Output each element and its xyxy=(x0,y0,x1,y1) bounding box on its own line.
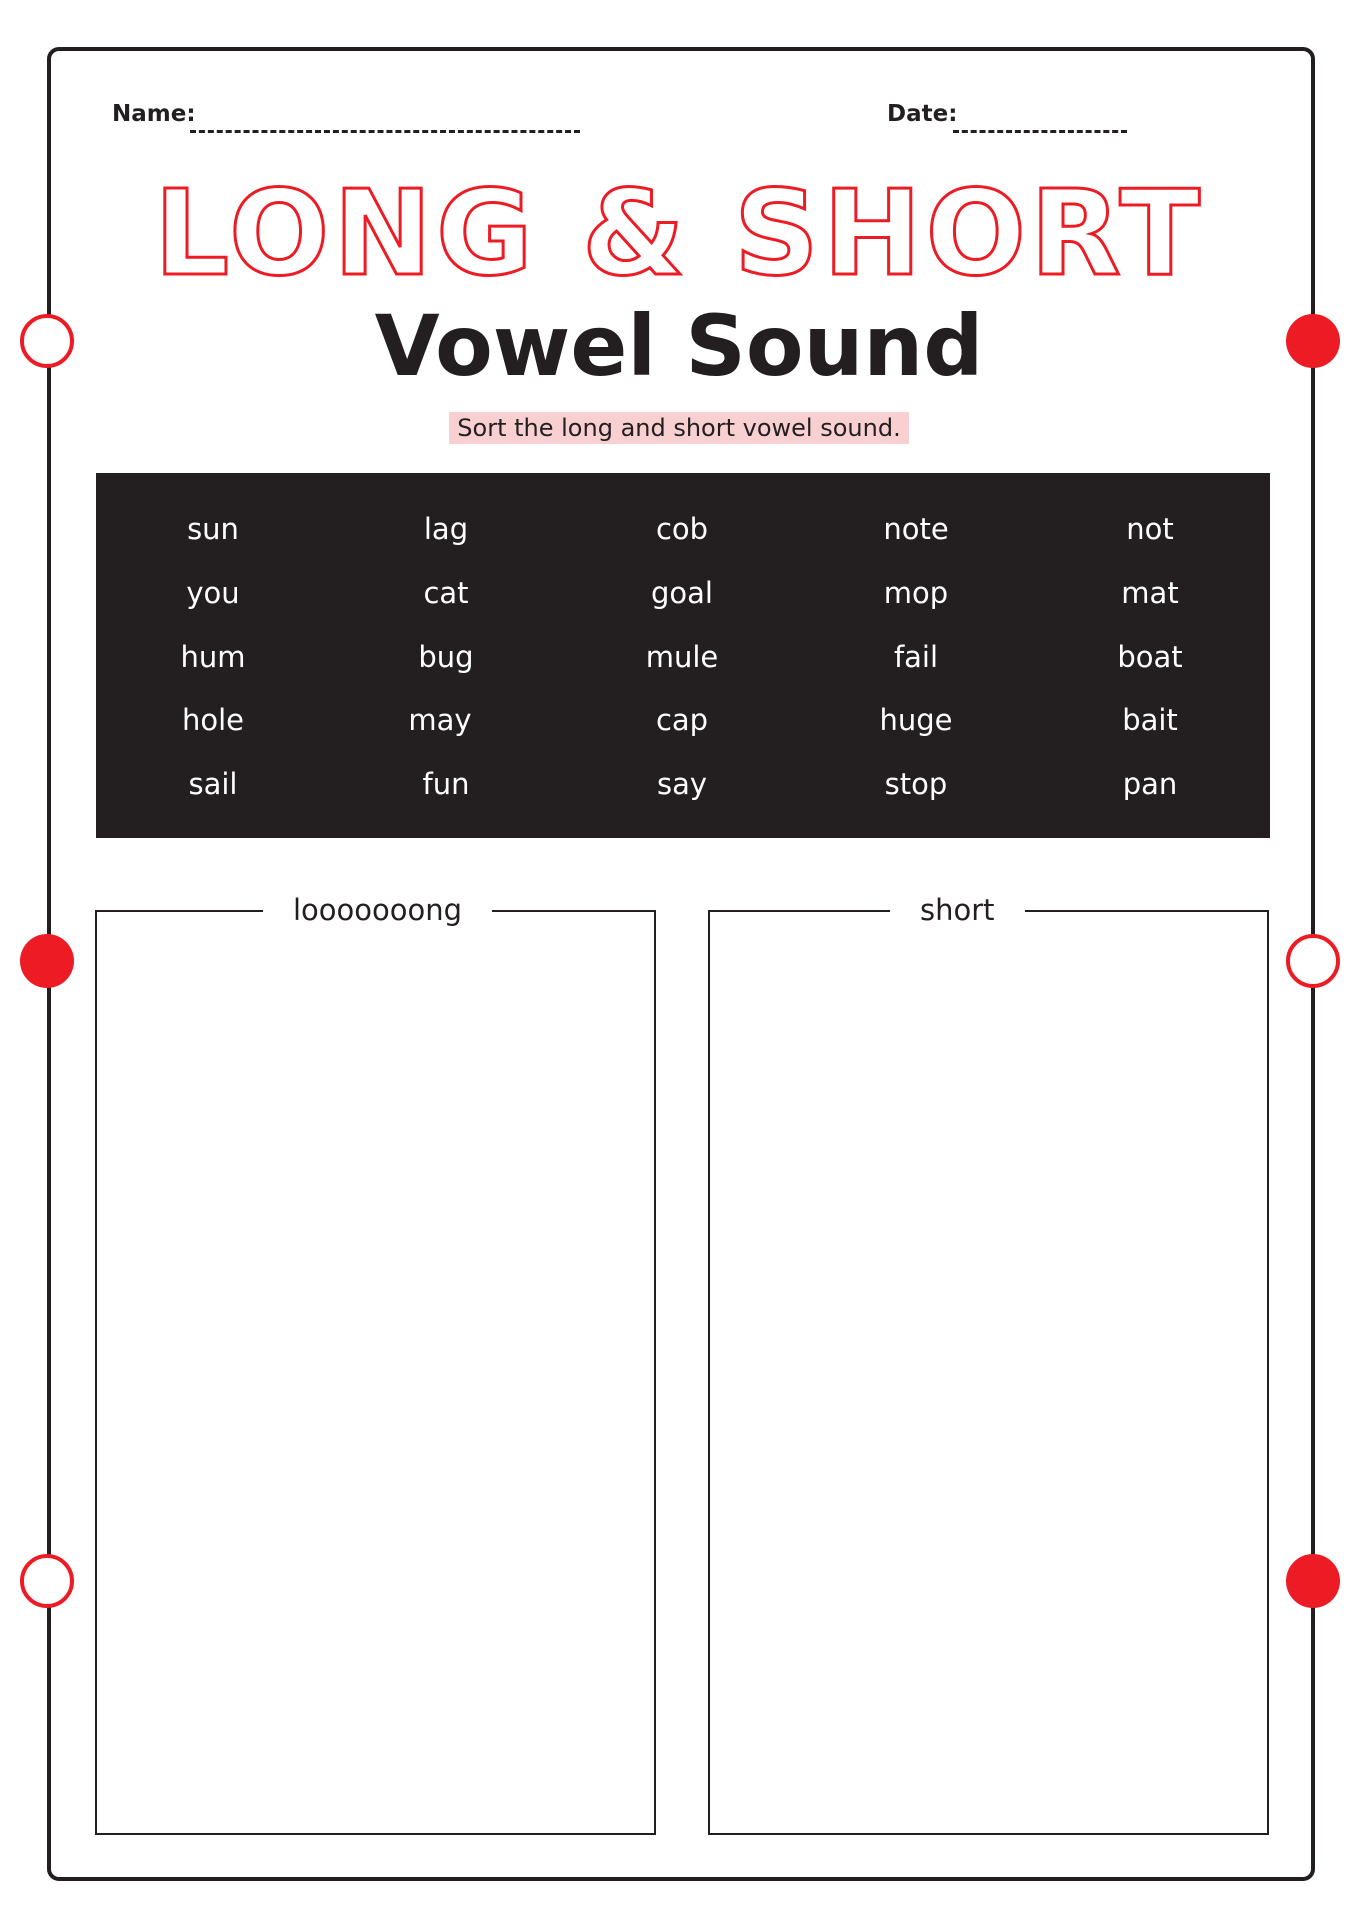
word-bank-word[interactable]: huge xyxy=(879,703,953,737)
word-bank-word[interactable]: hole xyxy=(181,703,245,737)
word-bank-word[interactable]: hum xyxy=(180,640,246,674)
word-bank-word[interactable]: mop xyxy=(883,576,949,610)
word-bank-word[interactable]: lag xyxy=(423,512,469,546)
ring-hole-left-middle xyxy=(20,934,74,988)
page-subtitle: Vowel Sound xyxy=(374,297,984,395)
word-bank-word[interactable]: not xyxy=(1126,512,1174,546)
word-bank-word[interactable]: cap xyxy=(655,703,709,737)
word-bank-word[interactable]: cob xyxy=(655,512,709,546)
instruction-text: Sort the long and short vowel sound. xyxy=(449,412,908,444)
short-vowel-box[interactable] xyxy=(708,893,1269,1835)
ring-hole-left-bottom xyxy=(20,1554,74,1608)
word-bank-word[interactable]: bait xyxy=(1122,703,1178,737)
name-label: Name: xyxy=(112,101,196,127)
word-bank xyxy=(96,473,1270,838)
instruction-row xyxy=(0,412,1358,444)
word-bank-word[interactable]: sail xyxy=(188,767,238,801)
date-field[interactable] xyxy=(953,130,1127,133)
word-bank-word[interactable]: mat xyxy=(1121,576,1179,610)
word-bank-word[interactable]: may xyxy=(408,703,472,737)
word-bank-word[interactable]: say xyxy=(656,767,708,801)
ring-hole-right-middle xyxy=(1286,934,1340,988)
long-vowel-box-title: looooooong xyxy=(263,888,492,932)
page-title: LONG & SHORT xyxy=(153,164,1205,302)
word-bank-word[interactable]: cat xyxy=(423,576,469,610)
short-vowel-box-title: short xyxy=(890,888,1025,932)
word-bank-word[interactable]: fail xyxy=(893,640,939,674)
word-bank-word[interactable]: fun xyxy=(422,767,470,801)
date-label: Date: xyxy=(887,101,958,127)
word-bank-word[interactable]: sun xyxy=(187,512,239,546)
ring-hole-right-bottom xyxy=(1286,1554,1340,1608)
word-bank-word[interactable]: you xyxy=(186,576,240,610)
word-bank-word[interactable]: mule xyxy=(645,640,719,674)
word-bank-word[interactable]: goal xyxy=(651,576,713,610)
word-bank-word[interactable]: bug xyxy=(418,640,474,674)
word-bank-word[interactable]: boat xyxy=(1117,640,1183,674)
name-field[interactable] xyxy=(190,130,580,133)
word-bank-word[interactable]: note xyxy=(883,512,949,546)
long-vowel-box[interactable] xyxy=(95,893,656,1835)
word-bank-word[interactable]: stop xyxy=(884,767,948,801)
word-bank-word[interactable]: pan xyxy=(1122,767,1178,801)
